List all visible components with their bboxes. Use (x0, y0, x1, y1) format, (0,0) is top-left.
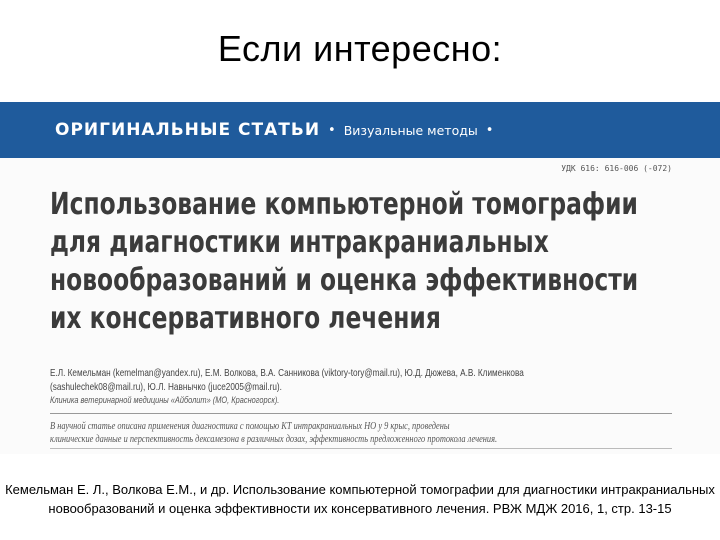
article-abstract (50, 420, 673, 446)
headline-line: их консервативного лечения (50, 301, 441, 336)
headline-line: для диагностики интракраниальных (50, 225, 549, 260)
bullet-separator-trailing: • (485, 122, 494, 138)
article-excerpt-image (0, 158, 720, 454)
authors-line: (sashulechek08@mail.ru), Ю.Л. Навнычко (juce2005@mail.ru). (50, 381, 282, 393)
divider (50, 413, 672, 414)
authors-line: Е.Л. Кемельман (kemelman@yandex.ru), Е.М. Волкова, В.А. Санникова (viktory-tory@mail.ru), Ю.Д. Дюжева, А.В. Клименкова (50, 367, 524, 379)
subsection-label: Визуальные методы (343, 122, 478, 138)
udk-code: УДК 616: 616-006 (-072) (561, 164, 672, 173)
affiliation: Клиника ветеринарной медицины «Айболит» (МО, Красногорск). (50, 395, 280, 406)
headline-line: новообразований и оценка эффективности (50, 263, 639, 298)
journal-section-banner (0, 102, 720, 158)
abstract-line: В научной статье описана применения диагностика с помощью КТ интракраниальных НО у 9 крыс, проведены (50, 420, 450, 432)
citation-caption (0, 480, 720, 518)
bullet-separator: • (328, 122, 336, 138)
slide-title: Если интересно: (217, 28, 503, 69)
divider (50, 448, 672, 449)
citation-line: Кемельман Е. Л., Волкова Е.М., и др. Использование компьютерной томографии для диагностики интракраниальных (5, 482, 715, 497)
article-headline (50, 186, 639, 338)
citation-line: новообразований и оценка эффективности их консервативного лечения. РВЖ МДЖ 2016, 1, стр. 13-15 (48, 501, 672, 516)
abstract-line: клинические данные и перспективность дексамезона в различных дозах, эффективность предложенного протокола лечения. (50, 433, 498, 445)
article-authors (50, 366, 674, 408)
headline-line: Использование компьютерной томографии (50, 187, 638, 222)
section-label: ОРИГИНАЛЬНЫЕ СТАТЬИ (55, 120, 321, 140)
